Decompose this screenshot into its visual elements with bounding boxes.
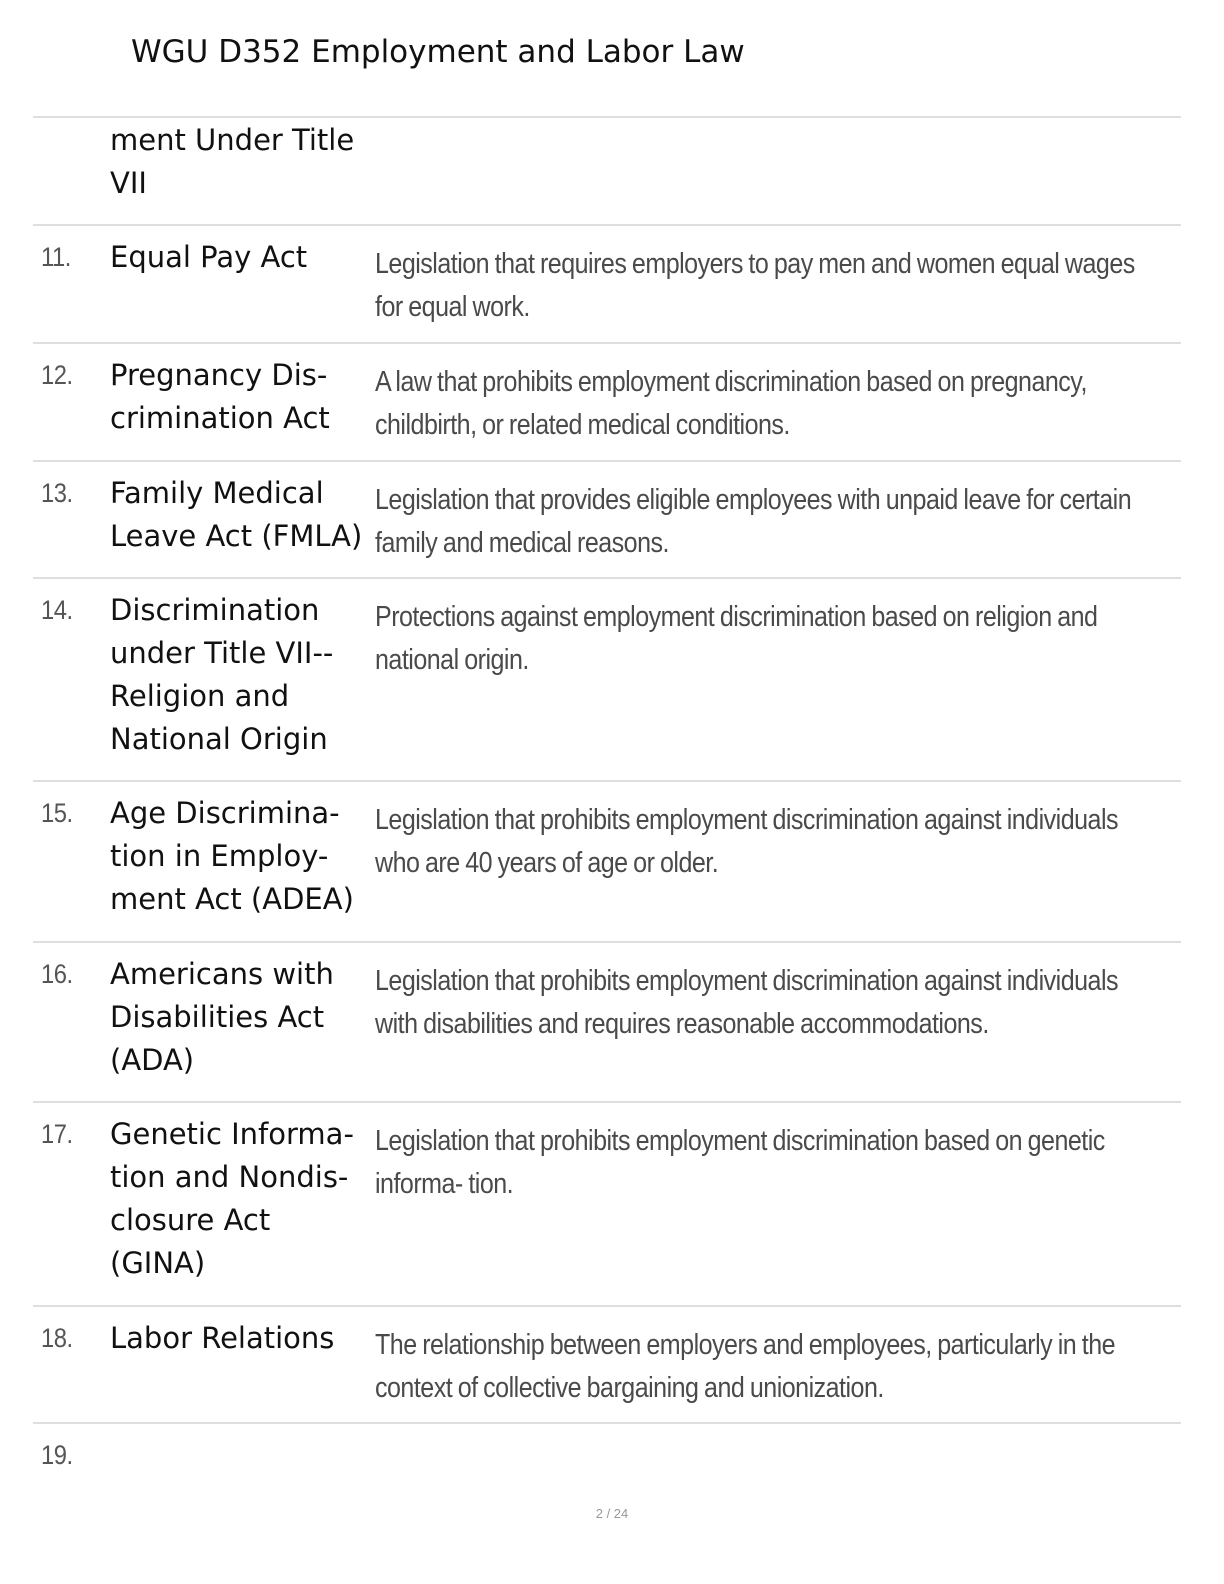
- row-term: ment Under Title VII: [110, 123, 355, 200]
- row-term: Labor Relations: [110, 1321, 335, 1355]
- row-definition: Legislation that provides eligible employees with unpaid leave for certain family and medical reasons.: [375, 484, 1132, 559]
- table-row: [33, 579, 1181, 782]
- row-definition: A law that prohibits employment discrimination based on pregnancy, childbirth, or related medical conditions.: [375, 366, 1087, 441]
- row-definition: Legislation that prohibits employment discrimination against individuals with disabilities and requires reasonable accommodations.: [375, 965, 1119, 1040]
- row-term: Age Discrimina- tion in Employ- ment Act (ADEA): [110, 796, 354, 916]
- row-number: 19.: [41, 1440, 73, 1470]
- row-number: 11.: [41, 242, 71, 272]
- table-row: [33, 1103, 1181, 1307]
- row-number: 17.: [41, 1119, 73, 1149]
- table-row: [33, 1307, 1181, 1424]
- row-number: 12.: [41, 360, 73, 390]
- row-term: Family Medical Leave Act (FMLA): [110, 476, 363, 553]
- row-term: Equal Pay Act: [110, 240, 308, 274]
- row-term: Discrimination under Title VII--Religion and National Origin: [110, 593, 334, 756]
- table-row: [33, 1424, 1181, 1486]
- row-definition: The relationship between employers and employees, particularly in the context of collective bargaining and unionization.: [375, 1329, 1116, 1404]
- table-row: [33, 118, 1181, 226]
- table-row: [33, 943, 1181, 1103]
- page-indicator: 2 / 24: [595, 1506, 629, 1521]
- row-term: Pregnancy Dis- crimination Act: [110, 358, 330, 435]
- row-number: 16.: [41, 959, 73, 989]
- row-definition: Legislation that prohibits employment discrimination against individuals who are 40 years of age or older.: [375, 804, 1119, 879]
- table-row: [33, 462, 1181, 579]
- row-definition: Legislation that prohibits employment discrimination based on genetic informa- tion.: [375, 1125, 1105, 1200]
- table-row: [33, 226, 1181, 344]
- table-row: [33, 344, 1181, 462]
- table-row: [33, 782, 1181, 943]
- row-definition: Protections against employment discrimination based on religion and national origin.: [375, 601, 1098, 676]
- row-number: 13.: [41, 478, 73, 508]
- row-number: 18.: [41, 1323, 73, 1353]
- row-term: Americans with Disabilities Act (ADA): [110, 957, 334, 1077]
- row-definition: Legislation that requires employers to pay men and women equal wages for equal work.: [375, 248, 1135, 323]
- row-number: 15.: [41, 798, 73, 828]
- glossary-table: [33, 116, 1181, 1486]
- page-title: WGU D352 Employment and Labor Law: [131, 34, 745, 70]
- row-term: Genetic Informa- tion and Nondis- closure Act (GINA): [110, 1117, 354, 1280]
- row-number: 14.: [41, 595, 73, 625]
